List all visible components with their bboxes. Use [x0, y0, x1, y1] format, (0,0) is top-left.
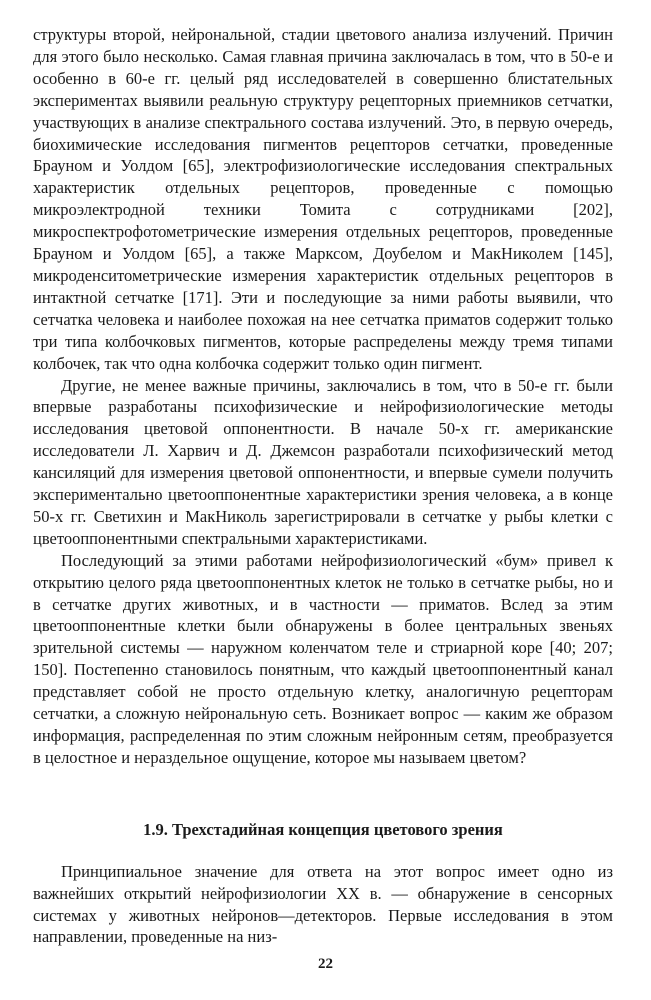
page-number: 22: [318, 956, 333, 972]
section-heading: 1.9. Трехстадийная концепция цветового зрения: [143, 819, 503, 839]
paragraph: Другие, не менее важные причины, заключались в том, что в 50-е гг. были впервые разработаны психофизические и нейрофизиологические методы исследования цветовой оппонентности. В начале 50-х гг. американские исследователи Л. Харвич и Д. Джемсон разработали психофизический метод кансиляций для измерения цветовой оппонентности, и впервые сумели получить экспериментально цветооппонентные характеристики зрения человека, а в конце 50-х гг. Светихин и МакНиколь зарегистрировали в сетчатке у рыбы клетки с цветооппонентными спектральными характеристиками.: [33, 375, 613, 548]
paragraph: Последующий за этими работами нейрофизиологический «бум» привел к открытию целого ряда цветооппонентных клеток не только в сетчатке рыбы, но и в сетчатке других животных, и в частности — приматов. Вслед за этим цветооппонентные клетки были обнаружены в более центральных звеньях зрительной системы — наружном коленчатом теле и стриарной коре [40; 207; 150]. Постепенно становилось понятным, что каждый цветооппонентный канал представляет собой не просто отдельную клетку, аналогичную рецепторам сетчатки, а сложную нейрональную сеть. Возникает вопрос — каким же образом информация, распределенная по этим сложным нейронным сетям, преобразуется в целостное и нераздельное ощущение, которое мы называем цветом?: [33, 550, 613, 767]
paragraph: Принципиальное значение для ответа на этот вопрос имеет одно из важнейших открытий нейрофизиологии XX в. — обнаружение в сенсорных системах у животных нейронов—детекторов. Первые исследования в этом направлении, проведенные на низ-: [33, 861, 613, 947]
paragraph-continued: структуры второй, нейрональной, стадии цветового анализа излучений. Причин для этого было несколько. Самая главная причина заключалась в том, что в 50-е и особенно в 60-е гг. целый ряд исследователей в совершенно блистательных экспериментах выявили реальную структуру рецепторных приемников сетчатки, участвующих в анализе спектрального состава излучений. Это, в первую очередь, биохимические исследования пигментов рецепторов сетчатки, проведенные Брауном и Уолдом [65], электрофизиологические исследования спектральных характеристик отдельных рецепторов, проведенные с помощью микроэлектродной техники Томита с сотрудниками [202], микроспектрофотометрические измерения отдельных рецепторов, проведенные Брауном и Уолдом [65], а также Марксом, Доубелом и МакНиколем [145], микроденситометрические измерения характеристик отдельных рецепторов в интактной сетчатке [171]. Эти и последующие за ними работы выявили, что сетчатка человека и наиболее похожая на нее сетчатка приматов содержит только три типа колбочковых пигментов, которые распределены между тремя типами колбочек, так что одна колбочка содержит только один пигмент.: [33, 25, 613, 373]
